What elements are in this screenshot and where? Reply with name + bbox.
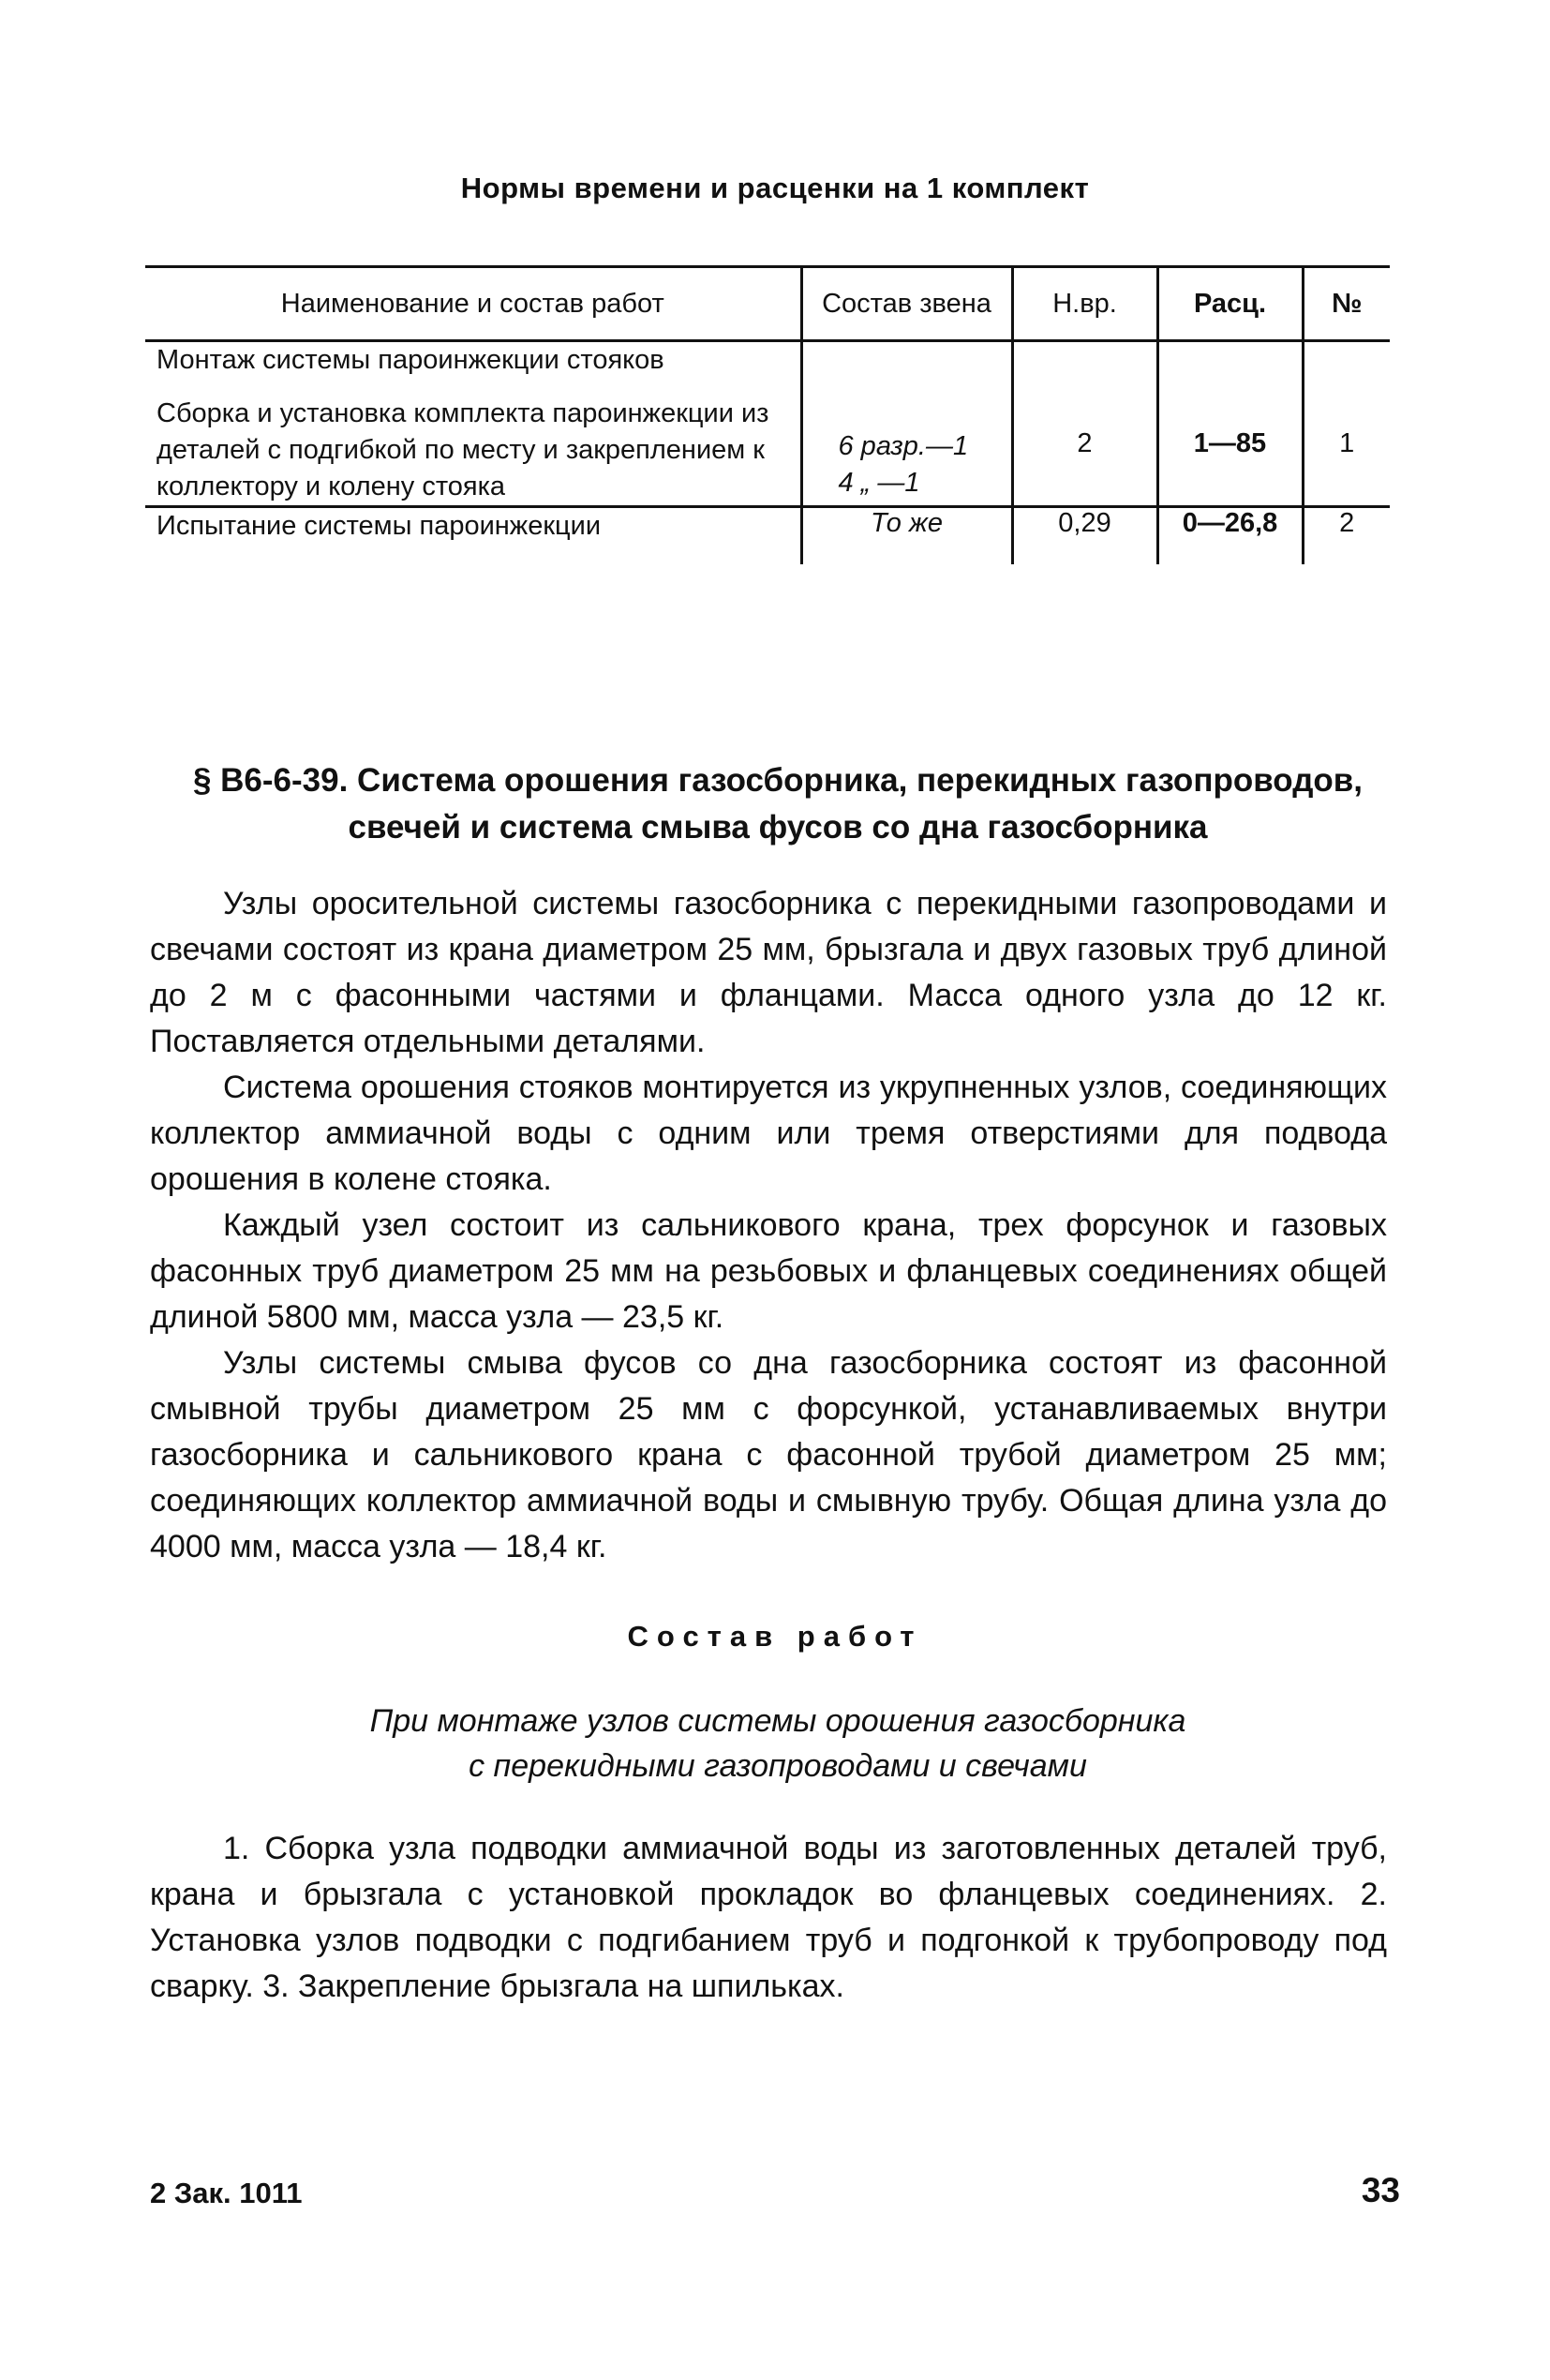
row-name-cell (145, 341, 801, 507)
work-composition-title: Состав работ (627, 1620, 923, 1653)
row-rate: 0—26,8 (1157, 507, 1303, 565)
page-number: 33 (1361, 2171, 1400, 2209)
header-norm: Н.вр. (1012, 267, 1157, 341)
subtitle-line: При монтаже узлов системы орошения газосборника (369, 1703, 1186, 1739)
norms-table (145, 265, 1390, 564)
paragraph: Узлы оросительной системы газосборника с перекидными газопроводами и свечами состоят из крана диаметром 25 мм, брызгала и двух газовых труб длиной до 2 м с фасонными частями и фланцами. Масса одного узла до 12 кг. Поставляется отдельными деталями. (150, 886, 1387, 1059)
row-norm: 2 (1012, 341, 1157, 507)
group-title: Монтаж системы пароинжекции стояков (156, 345, 664, 375)
row-crew: То же (801, 507, 1012, 565)
header-name: Наименование и состав работ (145, 267, 801, 341)
paragraph: Система орошения стояков монтируется из укрупненных узлов, соединяющих коллектор аммиачной воды с одним или тремя отверстиями для подвода орошения в колене стояка. (150, 1070, 1387, 1197)
table-row (145, 507, 1390, 565)
table-header-row (145, 267, 1390, 341)
row-norm: 0,29 (1012, 507, 1157, 565)
crew-line: 4 „ —1 (838, 468, 920, 498)
subtitle-line: с перекидными газопроводами и свечами (469, 1748, 1087, 1784)
work-composition-subtitle (150, 1699, 1406, 1789)
table-row (145, 341, 1390, 507)
header-crew: Состав звена (801, 267, 1012, 341)
header-number: № (1303, 267, 1390, 341)
section-heading (150, 757, 1406, 851)
paragraph: Каждый узел состоит из сальникового крана, трех форсунок и газовых фасонных труб диаметром 25 мм на резьбовых и фланцевых соединениях общей длиной 5800 мм, масса узла — 23,5 кг. (150, 1207, 1387, 1335)
row-number: 2 (1303, 507, 1390, 565)
paragraph: Узлы системы смыва фусов со дна газосборника состоят из фасонной смывной трубы диаметром 25 мм с форсункой, устанавливаемых внутри газосборника и сальникового крана с фасонной трубой диаметром 25 мм; соединяющих коллектор аммиачной воды и смывную трубу. Общая длина узла до 4000 мм, масса узла — 18,4 кг. (150, 1345, 1387, 1564)
paragraph: 1. Сборка узла подводки аммиачной воды из заготовленных деталей труб, крана и брызгала с установкой прокладок во фланцевых соединениях. 2. Установка узлов подводки с подгибанием труб и подгонкой к трубопроводу под сварку. 3. Закрепление брызгала на шпильках. (150, 1831, 1387, 2004)
footer-order-number: 2 Зак. 1011 (150, 2177, 303, 2209)
row-rate: 1—85 (1157, 341, 1303, 507)
row-name: Сборка и установка комплекта пароинжекции из деталей с подгибкой по месту и закреплением к коллектору и колену стояка (156, 398, 769, 501)
section-heading-line: свечей и система смыва фусов со дна газосборника (348, 809, 1208, 846)
row-name: Испытание системы пароинжекции (156, 511, 602, 541)
work-composition-body (150, 1826, 1387, 2010)
table-title: Нормы времени и расценки на 1 комплект (460, 172, 1090, 204)
row-number: 1 (1303, 341, 1390, 507)
header-rate: Расц. (1157, 267, 1303, 341)
section-body (150, 881, 1387, 1570)
section-heading-line: § В6-6-39. Система орошения газосборника, перекидных газопроводов, (192, 762, 1364, 799)
row-crew-cell (801, 341, 1012, 507)
crew-line: 6 разр.—1 (838, 431, 969, 461)
row-name-cell (145, 507, 801, 565)
